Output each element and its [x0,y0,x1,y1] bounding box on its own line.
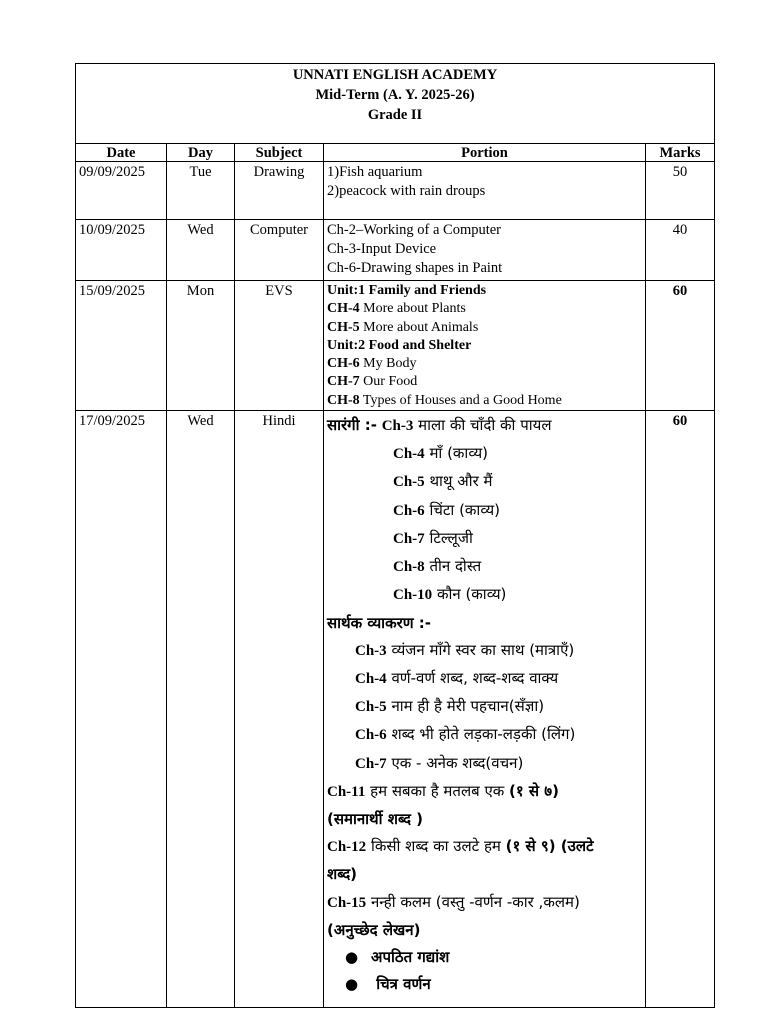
table-header-block [76,64,715,144]
marks-cell: 40 [646,220,715,281]
portion-line: 2)peacock with rain droups [327,183,486,199]
portion-cell [324,162,646,220]
table-row [76,411,715,1008]
day-cell: Mon [167,281,235,411]
col-portion: Portion [324,144,646,162]
chapter-line: Ch-6 चिंटा (काव्य) [393,500,501,519]
portion-cell [324,281,646,411]
grade-title: Grade II [367,107,423,123]
subject-cell: Hindi [235,411,324,1008]
portion-line: Unit:1 Family and Friends [327,283,487,298]
col-date: Date [76,144,167,162]
chapter-line: Ch-7 टिल्लूजी [393,528,473,547]
bullet-icon: ● [345,947,359,966]
date-cell: 09/09/2025 [76,162,167,220]
portion-line: Unit:2 Food and Shelter [327,337,472,353]
portion-line: 1)Fish aquarium [327,164,423,180]
portion-line: CH-6 My Body [327,356,417,372]
portion-line: CH-8 Types of Houses and a Good Home [327,392,562,408]
exam-schedule-table [75,63,715,1008]
bullet-icon: ● [345,975,359,994]
marks-cell: 60 [646,281,715,411]
chapter-line: Ch-7 एक - अनेक शब्द(वचन) [355,753,524,772]
portion-line: Ch-3-Input Device [327,241,437,257]
table-row [76,281,715,411]
chapter-line: Ch-12 किसी शब्द का उलटे हम (१ से ९) (उलटे [327,837,594,856]
portion-line: CH-7 Our Food [327,374,418,390]
subject-cell: EVS [235,281,324,411]
chapter-line: Ch-5 नाम ही है मेरी पहचान(सँज्ञा) [355,697,545,716]
title-cell [76,64,715,144]
chapter-subline: (समानार्थी शब्द ) [327,809,423,828]
date-cell: 17/09/2025 [76,411,167,1008]
saarangi-line: सारंगी :- Ch-3 माला की चाँदी की पायल [327,416,552,435]
table-row [76,162,715,220]
chapter-line: Ch-5 थाथू और मैं [393,472,493,491]
chapter-line: Ch-4 माँ (काव्य) [393,444,489,463]
vyakaran-heading: सार्थक व्याकरण :- [327,613,432,632]
chapter-line: Ch-15 नन्ही कलम (वस्तु -वर्णन -कार ,कलम) [327,892,580,911]
table-row [76,220,715,281]
portion-line: Ch-6-Drawing shapes in Paint [327,260,503,276]
subject-cell: Drawing [235,162,324,220]
col-subject: Subject [235,144,324,162]
chapter-line: Ch-8 तीन दोस्त [393,557,482,576]
bullet-item: ● अपठित गद्यांश [327,944,642,971]
col-day: Day [167,144,235,162]
portion-cell [324,220,646,281]
day-cell: Wed [167,220,235,281]
portion-line: CH-5 More about Animals [327,319,479,335]
term-title: Mid-Term (A. Y. 2025-26) [315,87,475,103]
day-cell: Tue [167,162,235,220]
marks-cell: 50 [646,162,715,220]
portion-line: CH-4 More about Plants [327,301,466,317]
chapter-line: Ch-3 व्यंजन माँगे स्वर का साथ (मात्राएँ) [355,640,575,659]
date-cell: 10/09/2025 [76,220,167,281]
day-cell: Wed [167,411,235,1008]
portion-cell [324,411,646,1008]
chapter-line: Ch-6 शब्द भी होते लड़का-लड़की (लिंग) [355,725,576,744]
subject-cell: Computer [235,220,324,281]
portion-line: Ch-2–Working of a Computer [327,222,502,238]
chapter-subline: शब्द) [327,865,358,884]
date-cell: 15/09/2025 [76,281,167,411]
marks-cell: 60 [646,411,715,1008]
school-name: UNNATI ENGLISH ACADEMY [292,67,498,83]
chapter-subline: (अनुच्छेद लेखन) [327,920,421,939]
chapter-line: Ch-10 कौन (काव्य) [393,585,507,604]
bullet-item: ● चित्र वर्णन [327,971,642,998]
column-header-row [76,144,715,162]
col-marks: Marks [646,144,715,162]
chapter-line: Ch-4 वर्ण-वर्ण शब्द, शब्द-शब्द वाक्य [355,668,559,687]
chapter-line: Ch-11 हम सबका है मतलब एक (१ से ७) [327,781,559,800]
